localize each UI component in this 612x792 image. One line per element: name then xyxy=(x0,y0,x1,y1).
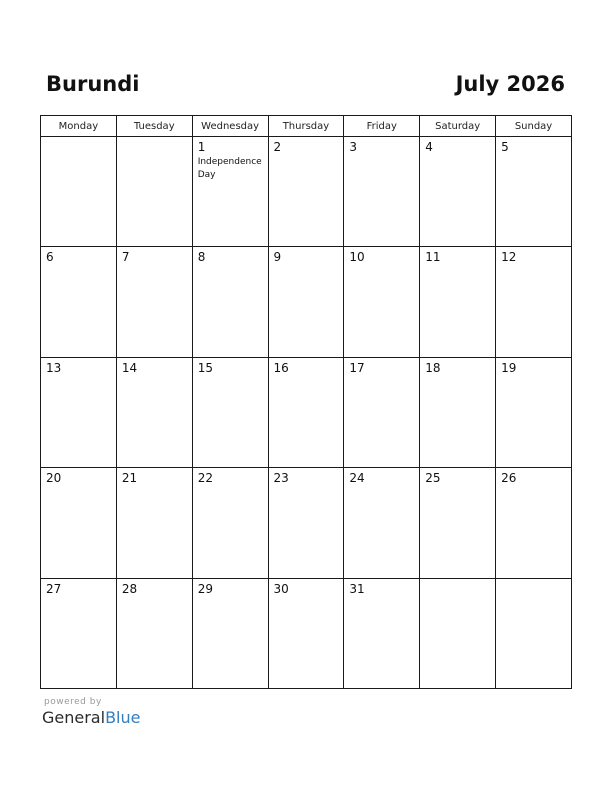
day-number: 19 xyxy=(501,360,517,375)
day-number: 2 xyxy=(273,140,282,154)
day-number: 4 xyxy=(425,140,433,154)
day-number: 11 xyxy=(425,250,441,265)
week-row xyxy=(41,578,572,688)
day-cell xyxy=(41,468,117,578)
day-cell xyxy=(420,357,496,467)
day-cell xyxy=(268,247,344,357)
day-cell xyxy=(192,247,268,357)
day-number: 17 xyxy=(349,360,365,375)
day-cell xyxy=(268,578,344,688)
day-number: 18 xyxy=(425,360,441,375)
weekday-header: Saturday xyxy=(420,116,496,137)
day-cell xyxy=(344,357,420,467)
weekday-header: Tuesday xyxy=(116,116,192,137)
generalblue-logo[interactable] xyxy=(42,708,140,728)
day-cell xyxy=(420,247,496,357)
day-cell xyxy=(192,578,268,688)
day-cell xyxy=(496,357,572,467)
day-number: 3 xyxy=(349,140,358,154)
day-number: 16 xyxy=(273,360,289,375)
day-cell xyxy=(116,247,192,357)
month-year-title: July 2026 xyxy=(455,72,565,96)
day-number: 21 xyxy=(121,471,138,486)
week-row xyxy=(41,247,572,357)
day-cell xyxy=(496,247,572,357)
day-number: 20 xyxy=(46,471,62,486)
day-cell xyxy=(496,468,572,578)
day-cell xyxy=(344,578,420,688)
day-cell xyxy=(344,247,420,357)
weekday-header-row xyxy=(41,116,572,137)
day-cell xyxy=(420,137,496,247)
day-cell xyxy=(41,357,117,467)
day-number xyxy=(420,579,495,582)
day-cell xyxy=(192,357,268,467)
day-number xyxy=(117,137,192,140)
day-cell xyxy=(41,578,117,688)
weekday-header: Sunday xyxy=(496,116,572,137)
day-cell xyxy=(496,578,572,688)
week-row xyxy=(41,137,572,247)
day-cell xyxy=(116,468,192,578)
powered-by-text: powered by xyxy=(44,697,102,707)
day-number: 9 xyxy=(273,250,282,265)
day-cell xyxy=(268,468,344,578)
day-cell xyxy=(268,357,344,467)
day-cell xyxy=(116,357,192,467)
day-cell xyxy=(268,137,344,247)
day-number: 28 xyxy=(121,581,138,596)
day-number: 23 xyxy=(273,471,289,486)
day-cell xyxy=(41,137,117,247)
day-number: 7 xyxy=(121,250,130,265)
day-cell xyxy=(344,137,420,247)
day-cell xyxy=(420,468,496,578)
day-number: 30 xyxy=(273,581,289,596)
logo-blue-text: Blue xyxy=(105,708,141,727)
country-title: Burundi xyxy=(46,72,140,96)
logo-general-text: General xyxy=(42,708,106,727)
day-cell xyxy=(344,468,420,578)
day-cell xyxy=(116,137,192,247)
day-number: 6 xyxy=(46,250,54,265)
weekday-header: Monday xyxy=(41,116,117,137)
day-number: 8 xyxy=(197,250,206,265)
day-number: 29 xyxy=(197,581,213,596)
calendar-grid xyxy=(40,115,572,689)
day-number: 31 xyxy=(349,581,365,596)
day-number xyxy=(41,137,116,140)
day-number: 1 xyxy=(197,140,206,154)
weekday-header: Wednesday xyxy=(192,116,268,137)
day-number: 27 xyxy=(46,581,62,596)
day-cell xyxy=(496,137,572,247)
calendar-body xyxy=(41,137,572,689)
day-number: 15 xyxy=(197,360,213,375)
day-number xyxy=(496,579,571,582)
weekday-header: Thursday xyxy=(268,116,344,137)
day-cell xyxy=(116,578,192,688)
day-number: 25 xyxy=(425,471,441,486)
holiday-label: Independence Day xyxy=(197,157,262,180)
day-cell xyxy=(192,468,268,578)
weekday-header: Friday xyxy=(344,116,420,137)
day-number: 26 xyxy=(501,471,517,486)
day-number: 22 xyxy=(197,471,213,486)
day-cell xyxy=(192,137,268,247)
week-row xyxy=(41,357,572,467)
day-cell xyxy=(420,578,496,688)
day-number: 10 xyxy=(349,250,365,265)
day-number: 14 xyxy=(121,360,138,375)
day-number: 13 xyxy=(46,360,62,375)
week-row xyxy=(41,468,572,578)
day-number: 5 xyxy=(501,140,509,154)
day-number: 12 xyxy=(501,250,517,265)
day-cell xyxy=(41,247,117,357)
day-number: 24 xyxy=(349,471,365,486)
